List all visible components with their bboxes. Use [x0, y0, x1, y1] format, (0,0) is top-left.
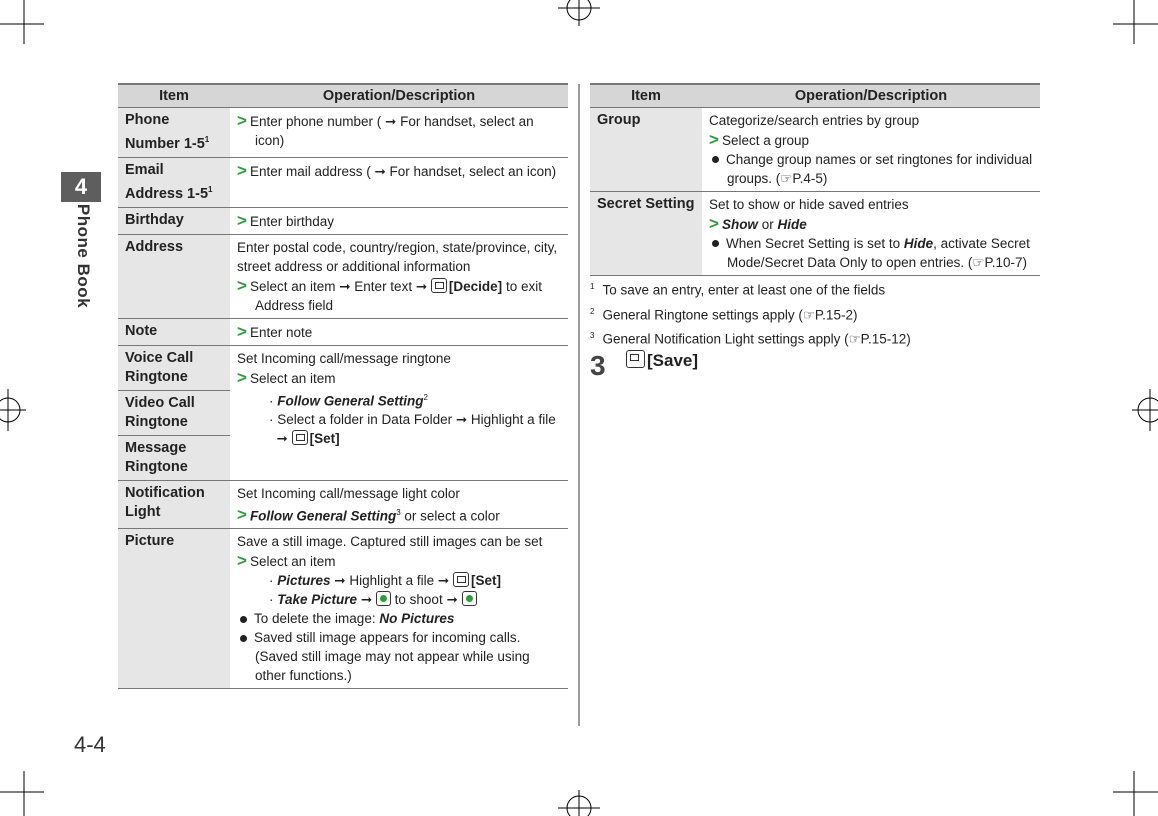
table-row [118, 345, 568, 390]
item-secret-setting: Secret Setting [590, 192, 702, 276]
item-notification-light: Notification Light [118, 480, 230, 529]
header-operation: Operation/Description [230, 84, 568, 108]
step-arrow-icon: > [709, 214, 719, 233]
operation-cell: Save a still image. Captured still images can be set > Select an item · Pictures ➞ Highlight a file ➞ [Set] · Take Picture ➞ to shoot ➞ To delete the image: No Pictures Saved still image appears for incoming calls. (Saved still image may not appear while using other functions.) [230, 529, 568, 689]
table-header [118, 84, 568, 108]
mail-key-icon [431, 278, 447, 293]
table-row [590, 192, 1040, 276]
table-row [118, 234, 568, 318]
crop-mark-bottom-left [0, 771, 45, 816]
operation-cell: > Enter birthday [230, 207, 568, 234]
phonebook-items-table-left [118, 83, 568, 689]
bullet-icon [240, 616, 247, 623]
footnote: $^2$ General Ringtone settings apply (☞P.15-2) [590, 306, 858, 322]
item-address: Address [118, 234, 230, 318]
item-phone-number: Phone Number $1-5^1$ [118, 108, 230, 158]
step-arrow-icon: > [709, 130, 719, 149]
step-arrow-icon: > [237, 275, 247, 295]
mail-key-icon [453, 572, 469, 587]
step-number: 3 [590, 350, 606, 381]
item-video-call-ringtone: Video Call Ringtone [118, 390, 230, 435]
mail-key-icon [292, 430, 308, 445]
step-arrow-icon: > [237, 367, 247, 387]
header-item: Item [118, 84, 230, 108]
item-note: Note [118, 318, 230, 345]
chapter-name [56, 203, 106, 316]
table-row [118, 529, 568, 689]
operation-cell: Set Incoming call/message light color > Follow General Setting$^3$ or select a color [230, 480, 568, 529]
table-header [590, 84, 1040, 108]
item-birthday: Birthday [118, 207, 230, 234]
footnote: $^3$ General Notification Light settings apply (☞P.15-12) [590, 331, 911, 347]
bullet-icon [712, 156, 719, 163]
table-row [590, 108, 1040, 192]
step-arrow-icon: > [237, 111, 247, 130]
step-arrow-icon: > [237, 505, 247, 525]
center-key-icon [376, 591, 391, 606]
step-arrow-icon: > [237, 321, 247, 341]
item-voice-call-ringtone: Voice Call Ringtone [118, 345, 230, 390]
footnotes [590, 276, 911, 350]
registration-mark-right [1132, 389, 1158, 431]
table-row [118, 108, 568, 158]
footnote: $^1$ To save an entry, enter at least one of the fields [590, 282, 886, 298]
step-arrow-icon: > [237, 160, 247, 180]
mail-key-icon [626, 350, 645, 368]
item-message-ringtone: Message Ringtone [118, 435, 230, 480]
operation-cell: Enter postal code, country/region, state/province, city, street address or additional information > Select an item ➞ Enter text ➞ [Decide] to exit Address field [230, 234, 568, 318]
crop-mark-bottom-right [1113, 771, 1158, 816]
step-arrow-icon: > [237, 210, 247, 230]
step-arrow-icon: > [237, 551, 247, 571]
center-key-icon [462, 591, 477, 606]
chapter-number: 4 [61, 172, 101, 202]
step-instruction: [Save] [626, 350, 698, 371]
header-operation: Operation/Description [702, 84, 1040, 108]
operation-cell: > Enter phone number ( ➞ For handset, select an icon) [230, 108, 568, 158]
phonebook-items-table-right [590, 83, 1040, 276]
bullet-icon [712, 240, 719, 247]
operation-cell: > Enter mail address ( ➞ For handset, select an icon) [230, 157, 568, 207]
operation-cell-ringtone: Set Incoming call/message ringtone > Select an item · Follow General Setting$^2$ · Select a folder in Data Folder ➞ Highlight a file ➞ [Set] [230, 345, 568, 480]
table-row [118, 157, 568, 207]
table-row [118, 480, 568, 529]
crop-mark-top-right [1113, 0, 1158, 45]
registration-mark-left [0, 389, 26, 431]
operation-cell: Set to show or hide saved entries > Show or Hide When Secret Setting is set to Hide, activate Secret Mode/Secret Data Only to open entries. (☞P.10-7) [702, 192, 1040, 276]
item-group: Group [590, 108, 702, 192]
table-row [118, 318, 568, 345]
operation-cell: > Enter note [230, 318, 568, 345]
crop-mark-top-left [0, 0, 45, 45]
registration-mark-top [558, 0, 600, 26]
bullet-icon [240, 635, 247, 642]
operation-cell: Categorize/search entries by group > Select a group Change group names or set ringtones for individual groups. (☞P.4-5) [702, 108, 1040, 192]
item-picture: Picture [118, 529, 230, 689]
chapter-name-text: Phone Book [74, 203, 93, 309]
item-email-address: Email Address $1-5^1$ [118, 157, 230, 207]
registration-mark-bottom [558, 790, 600, 816]
column-divider [578, 84, 580, 726]
header-item: Item [590, 84, 702, 108]
table-row [118, 207, 568, 234]
page-number: 4-4 [74, 732, 106, 757]
